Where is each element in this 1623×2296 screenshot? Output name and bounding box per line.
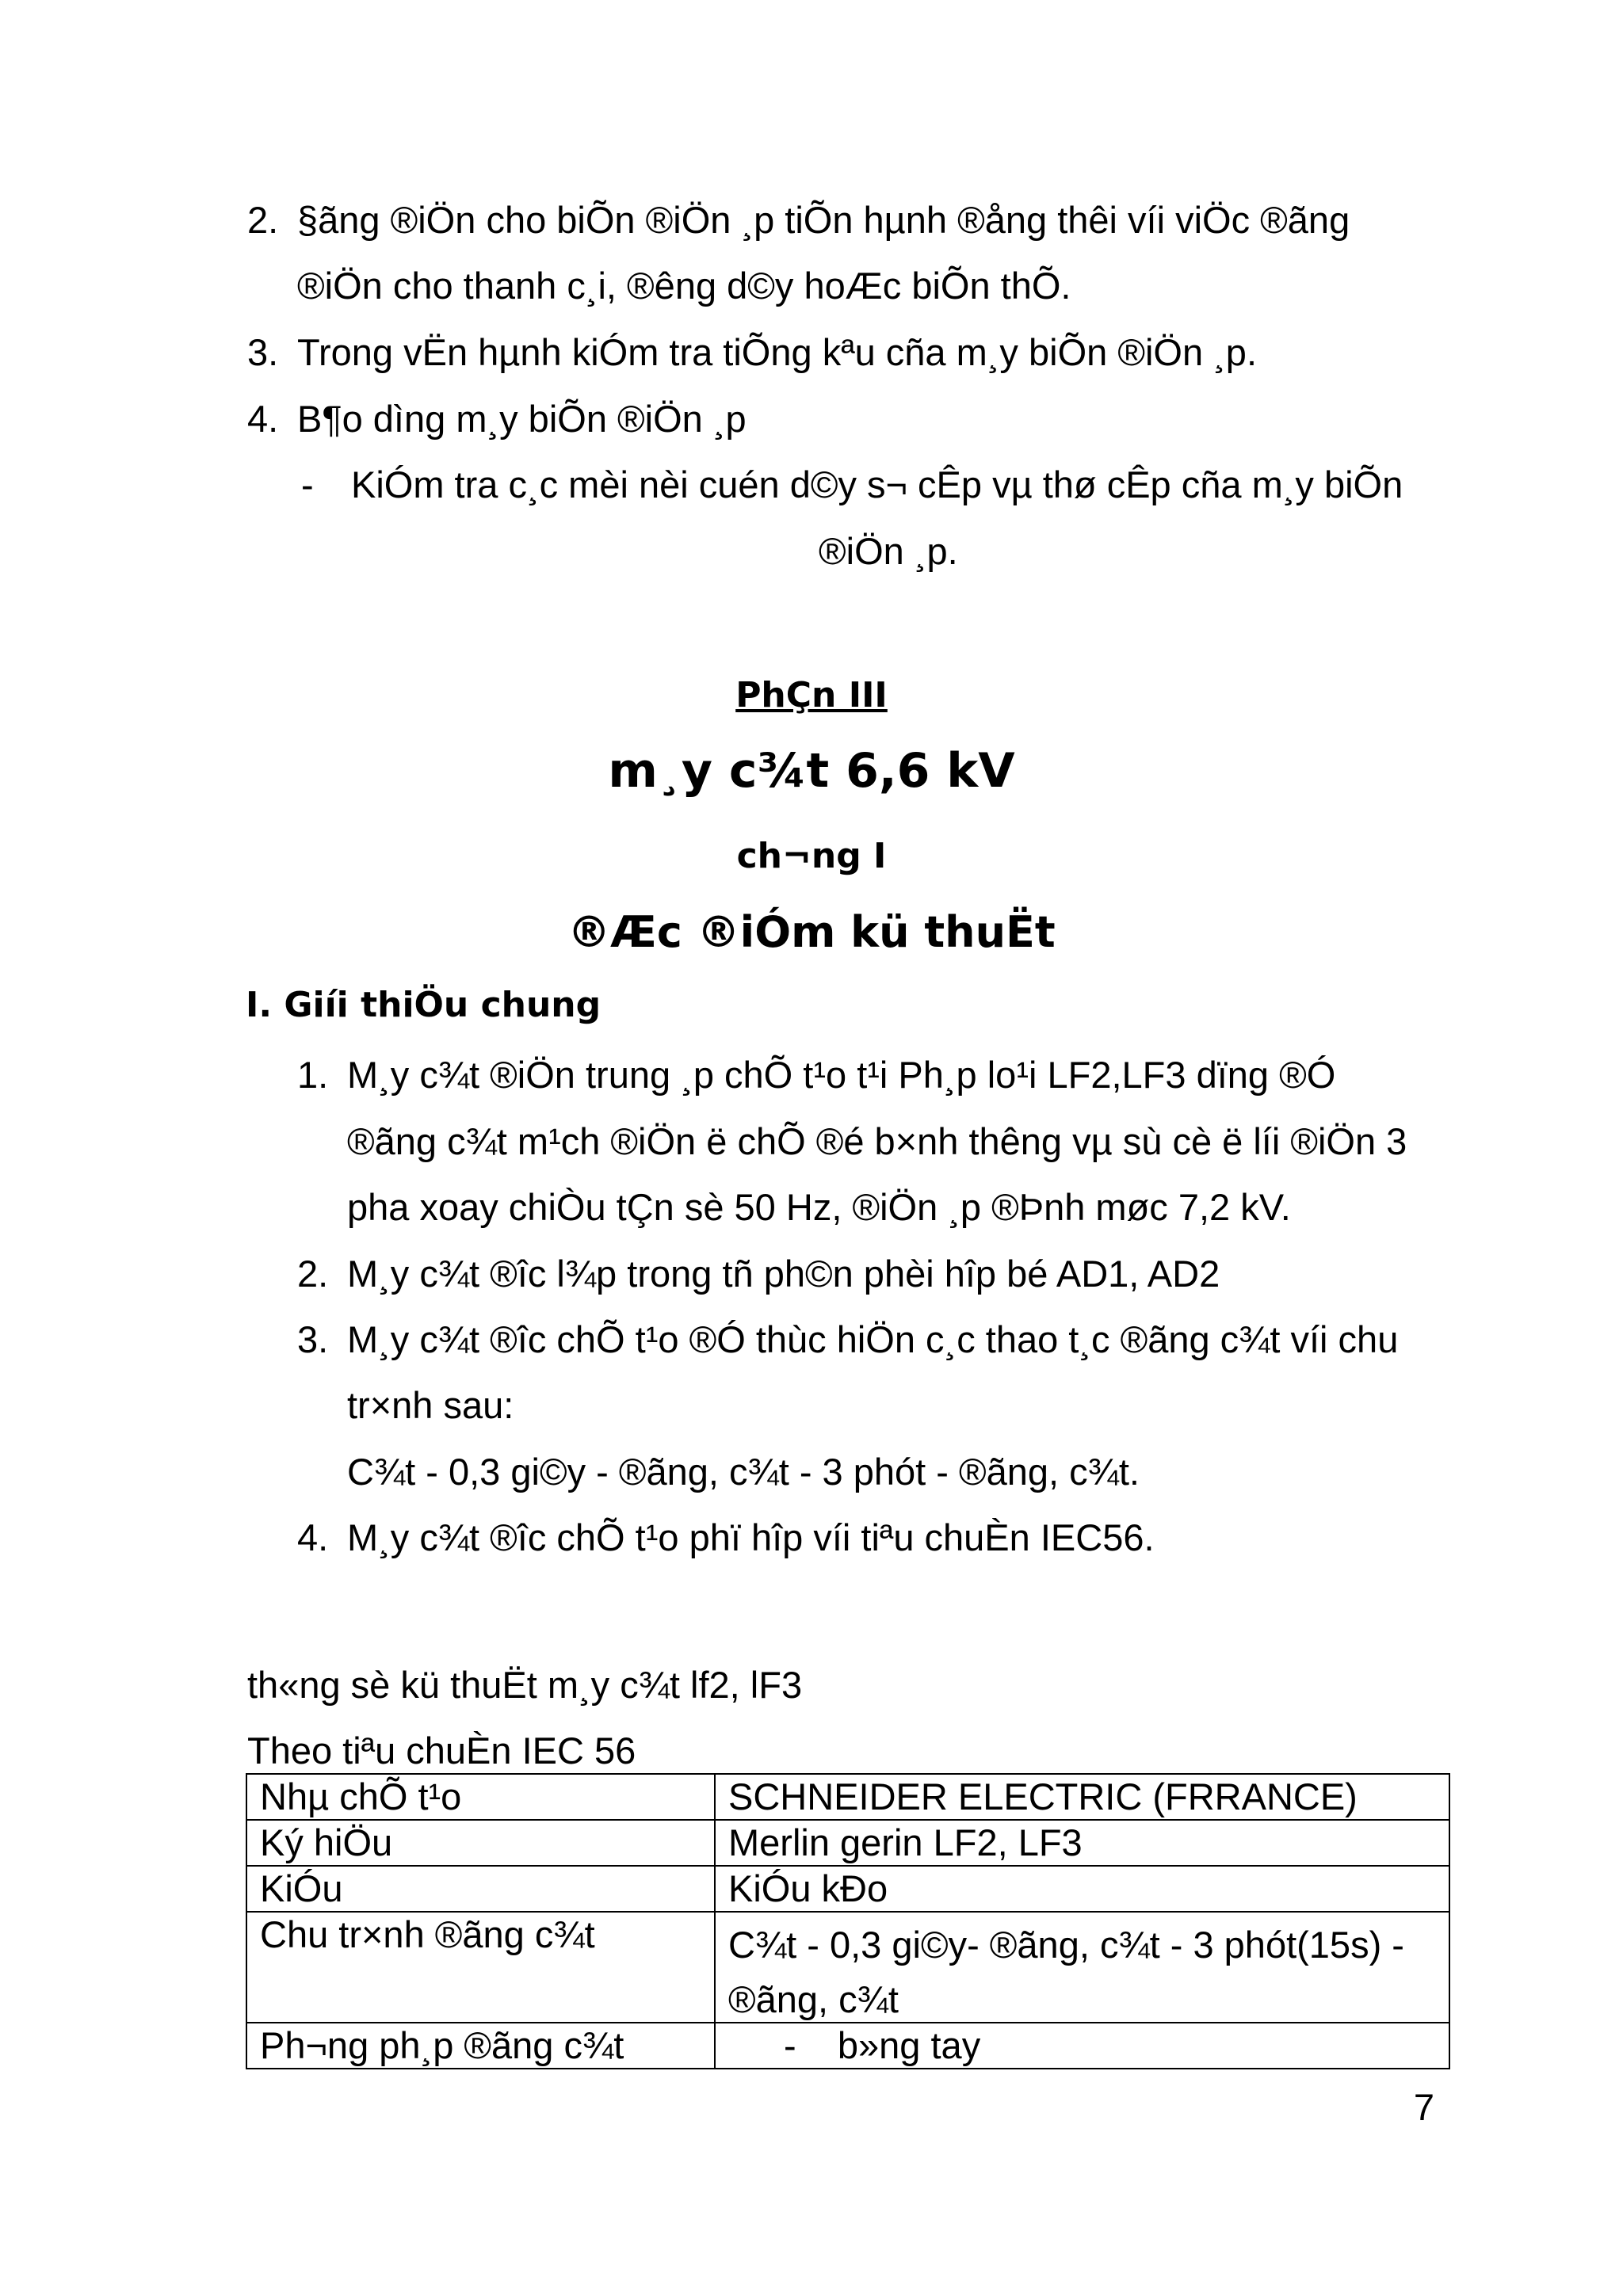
table-cell-label: Chu tr×nh ®ãng c¾t <box>246 1912 715 2023</box>
table-cell-value: KiÓu kÐo <box>715 1866 1449 1912</box>
list-item-2: 2. §ãng ®iÖn cho biÕn ®iÖn ¸p tiÕn hµnh ®ång thêi víi viÖc ®ãng <box>247 199 1350 241</box>
table-cell-value: - b»ng tay <box>715 2023 1449 2069</box>
chapter-heading: ch¬ng I <box>736 836 887 876</box>
intro-item-2: 2. M¸y c¾t ®îc l¾p trong tñ ph©n phèi hîp bé AD1, AD2 <box>297 1253 1220 1295</box>
intro-item-4: 4. M¸y c¾t ®îc chÕ t¹o phï hîp víi tiªu chuÈn IEC56. <box>297 1516 1155 1558</box>
table-cell-label: Nhµ chÕ t¹o <box>246 1774 715 1820</box>
cycle-line-1: C¾t - 0,3 gi©y- ®ãng, c¾t - 3 phót(15s) - <box>728 1924 1404 1966</box>
intro-item-1: 1. M¸y c¾t ®iÖn trung ¸p chÕ t¹o t¹i Ph¸p lo¹i LF2,LF3 dïng ®Ó <box>297 1054 1336 1096</box>
list-item-2-cont: ®iÖn cho thanh c¸i, ®êng d©y hoÆc biÕn thÕ. <box>297 265 1071 307</box>
standard-note: Theo tiªu chuÈn IEC 56 <box>247 1730 636 1772</box>
main-title: m¸y c¾t 6,6 kV <box>608 743 1015 799</box>
part-heading: PhÇn III <box>735 675 888 715</box>
chapter-subtitle: ®Æc ®iÓm kü thuËt <box>567 907 1056 957</box>
table-cell-value: SCHNEIDER ELECTRIC (FRRANCE) <box>715 1774 1449 1820</box>
spec-table <box>246 1773 1450 2069</box>
table-row <box>246 1820 1449 1866</box>
intro-item-3-cycle: C¾t - 0,3 gi©y - ®ãng, c¾t - 3 phót - ®ãng, c¾t. <box>347 1451 1140 1493</box>
table-row <box>246 1866 1449 1912</box>
page-number: 7 <box>1413 2086 1434 2128</box>
table-row <box>246 1774 1449 1820</box>
spec-heading: th«ng sè kü thuËt m¸y c¾t lf2, lF3 <box>247 1664 803 1706</box>
list-item-4: 4. B¶o dìng m¸y biÕn ®iÖn ¸p <box>247 398 747 440</box>
table-cell-label: KiÓu <box>246 1866 715 1912</box>
intro-item-1-cont: pha xoay chiÒu tÇn sè 50 Hz, ®iÖn ¸p ®Þnh møc 7,2 kV. <box>347 1186 1291 1228</box>
list-item-3: 3. Trong vËn hµnh kiÓm tra tiÕng kªu cña m¸y biÕn ®iÖn ¸p. <box>247 331 1258 373</box>
table-cell-value: Merlin gerin LF2, LF3 <box>715 1820 1449 1866</box>
table-row <box>246 1912 1449 2023</box>
intro-item-1-cont: ®ãng c¾t m¹ch ®iÖn ë chÕ ®é b×nh thêng vµ sù cè ë líi ®iÖn 3 <box>347 1120 1407 1162</box>
cycle-line-2: ®ãng, c¾t <box>728 1978 899 2020</box>
table-row <box>246 2023 1449 2069</box>
intro-item-3: 3. M¸y c¾t ®îc chÕ t¹o ®Ó thùc hiÖn c¸c thao t¸c ®ãng c¾t víi chu <box>297 1318 1399 1360</box>
table-cell-label: Ký hiÖu <box>246 1820 715 1866</box>
table-cell-value <box>715 1912 1449 2023</box>
dash-item-cont: ®iÖn ¸p. <box>819 530 958 572</box>
dash-item: - KiÓm tra c¸c mèi nèi cuén d©y s¬ cÊp vµ thø cÊp cña m¸y biÕn <box>301 463 1403 505</box>
table-cell-label: Ph¬ng ph¸p ®ãng c¾t <box>246 2023 715 2069</box>
intro-item-3-cont: tr×nh sau: <box>347 1384 514 1426</box>
section-heading: I. Giíi thiÖu chung <box>246 985 601 1025</box>
